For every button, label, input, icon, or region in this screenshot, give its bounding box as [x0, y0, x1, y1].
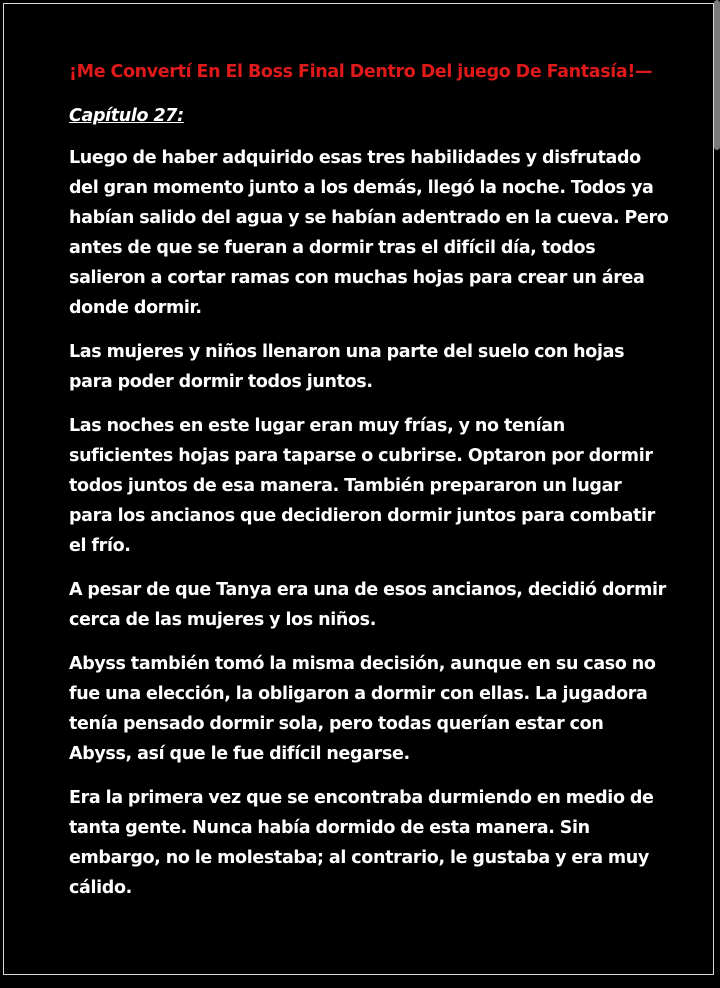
chapter-heading: Capítulo 27: [69, 106, 184, 126]
paragraph: Las mujeres y niños llenaron una parte del suelo con hojas para poder dormir todos juntos. [69, 342, 625, 392]
scrollbar-thumb[interactable] [714, 0, 720, 150]
paragraph: A pesar de que Tanya era una de esos ancianos, decidió dormir cerca de las mujeres y los niños. [69, 580, 666, 630]
paragraph: Las noches en este lugar eran muy frías, y no tenían suficientes hojas para taparse o cubrirse. Optaron por dormir todos juntos de esa manera. También prepararon un lugar para los ancianos que decidieron dormir juntos para combatir el frío. [69, 416, 655, 556]
document-body [69, 57, 669, 917]
document-title: ¡Me Convertí En El Boss Final Dentro Del juego De Fantasía!— [69, 62, 653, 82]
paragraph: Abyss también tomó la misma decisión, aunque en su caso no fue una elección, la obligaron a dormir con ellas. La jugadora tenía pensado dormir sola, pero todas querían estar con Abyss, así que le fue difícil negarse. [69, 654, 656, 764]
paragraph: Era la primera vez que se encontraba durmiendo en medio de tanta gente. Nunca había dormido de esta manera. Sin embargo, no le molestaba; al contrario, le gustaba y era muy cálido. [69, 788, 654, 898]
paragraph: Luego de haber adquirido esas tres habilidades y disfrutado del gran momento junto a los demás, llegó la noche. Todos ya habían salido del agua y se habían adentrado en la cueva. Pero antes de que se fueran a dormir tras el difícil día, todos salieron a cortar ramas con muchas hojas para crear un área donde dormir. [69, 148, 669, 318]
